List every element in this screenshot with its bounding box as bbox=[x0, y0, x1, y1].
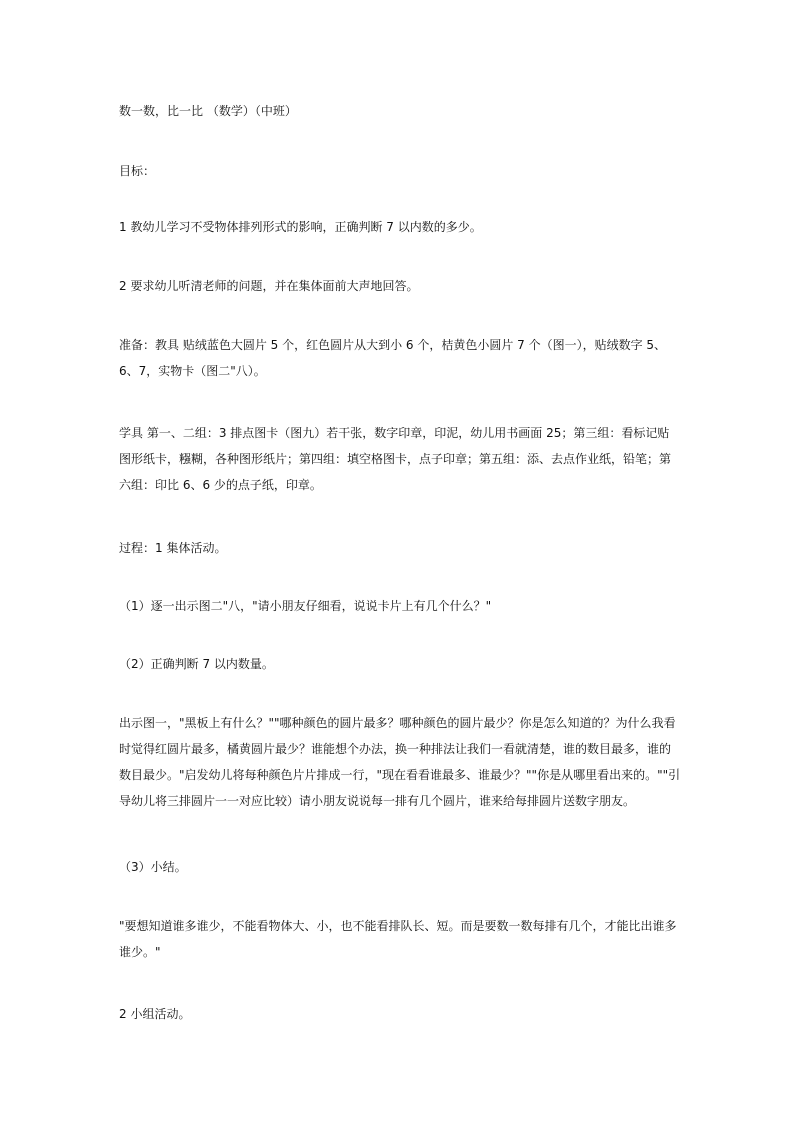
group-activity-heading: 2 小组活动。 bbox=[119, 1007, 191, 1021]
document-title: 数一数，比一比 （数学）（中班） bbox=[119, 104, 297, 118]
learning-tools-paragraph: 学具 第一、二组：3 排点图卡（图九）若干张，数字印章，印泥，幼儿用书画面 25；第三组：看标记贴图形纸卡，糨糊，各种图形纸片；第四组：填空格图卡，点子印章；第五组：添、去点作业纸，铅笔；第六组：印比 6、6 少的点子纸，印章。 bbox=[119, 426, 672, 492]
step-3-paragraph: （3）小结。 bbox=[119, 860, 187, 874]
goal-item-2: 2 要求幼儿听清老师的问题，并在集体面前大声地回答。 bbox=[119, 279, 419, 293]
goal-heading: 目标： bbox=[119, 164, 156, 178]
goal-item-1: 1 教幼儿学习不受物体排列形式的影响，正确判断 7 以内数的多少。 bbox=[119, 220, 482, 234]
step-1-paragraph: （1）逐一出示图二"八，"请小朋友仔细看，说说卡片上有几个什么？" bbox=[119, 599, 492, 613]
summary-paragraph: "要想知道谁多谁少，不能看物体大、小，也不能看排队长、短。而是要数一数每排有几个，才能比出谁多谁少。" bbox=[119, 919, 677, 959]
step-2-paragraph: （2）正确判断 7 以内数量。 bbox=[119, 657, 274, 671]
process-heading: 过程：1 集体活动。 bbox=[119, 541, 227, 555]
figure-1-discussion-paragraph: 出示图一，"黑板上有什么？""哪种颜色的圆片最多？哪种颜色的圆片最少？你是怎么知道的？为什么我看时觉得红圆片最多，橘黄圆片最少？谁能想个办法，换一种排法让我们一看就清楚，谁的数目最多，谁的数目最少。"启发幼儿将每种颜色片片排成一行，"现在看看谁最多、谁最少？""你是从哪里看出来的。""引导幼儿将三排圆片一一对应比较）请小朋友说说每一排有几个圆片，谁来给每排圆片送数字朋友。 bbox=[119, 716, 681, 808]
preparation-paragraph: 准备：教具 贴绒蓝色大圆片 5 个，红色圆片从大到小 6 个，桔黄色小圆片 7 个（图一），贴绒数字 5、6、7，实物卡（图二"八）。 bbox=[119, 338, 667, 378]
